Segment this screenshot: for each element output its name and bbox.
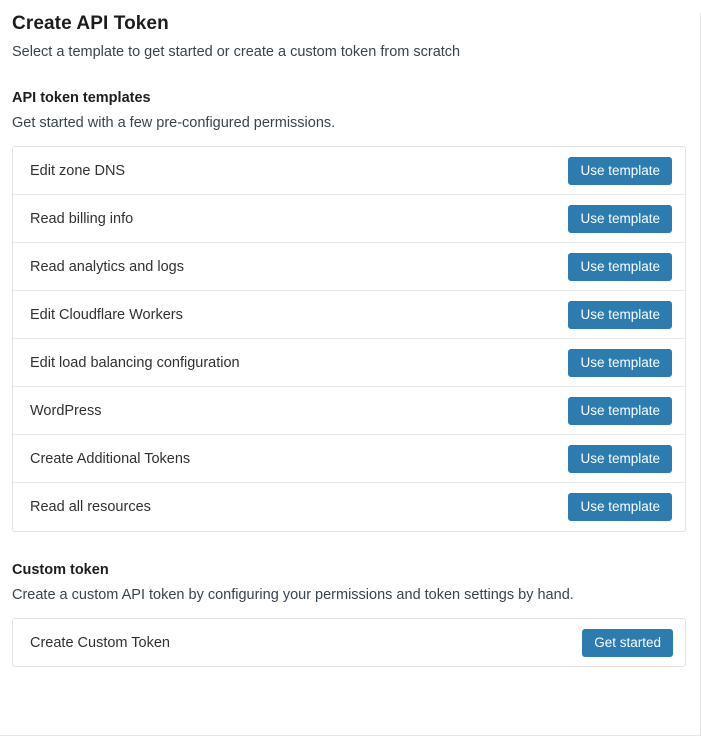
template-name: Read analytics and logs	[30, 258, 184, 275]
list-item[interactable]	[13, 339, 685, 387]
get-started-button[interactable]: Get started	[582, 629, 673, 657]
template-name: Create Additional Tokens	[30, 450, 191, 467]
use-template-button[interactable]: Use template	[568, 349, 672, 377]
custom-token-label: Create Custom Token	[30, 634, 170, 651]
list-item[interactable]	[13, 619, 685, 666]
template-name: Edit zone DNS	[30, 162, 126, 179]
template-name: Read billing info	[30, 210, 134, 227]
use-template-button[interactable]: Use template	[568, 205, 672, 233]
api-token-templates-list	[12, 146, 686, 532]
template-name: WordPress	[30, 402, 102, 419]
list-item[interactable]	[13, 435, 685, 483]
template-name: Edit Cloudflare Workers	[30, 306, 183, 323]
create-api-token-page	[0, 13, 701, 736]
templates-section-description: Get started with a few pre-configured permissions.	[12, 115, 336, 131]
template-name: Edit load balancing configuration	[30, 354, 240, 371]
use-template-button[interactable]: Use template	[568, 301, 672, 329]
list-item[interactable]	[13, 291, 685, 339]
templates-section-title: API token templates	[12, 90, 151, 106]
list-item[interactable]	[13, 195, 685, 243]
use-template-button[interactable]: Use template	[568, 397, 672, 425]
list-item[interactable]	[13, 483, 685, 531]
list-item[interactable]	[13, 147, 685, 195]
page-title: Create API Token	[12, 13, 169, 34]
list-item[interactable]	[13, 387, 685, 435]
use-template-button[interactable]: Use template	[568, 157, 672, 185]
custom-token-section-description: Create a custom API token by configuring your permissions and token settings by hand.	[12, 587, 574, 603]
custom-token-section-title: Custom token	[12, 562, 109, 578]
use-template-button[interactable]: Use template	[568, 493, 672, 521]
use-template-button[interactable]: Use template	[568, 445, 672, 473]
list-item[interactable]	[13, 243, 685, 291]
template-name: Read all resources	[30, 499, 151, 515]
page-subtitle: Select a template to get started or create a custom token from scratch	[12, 44, 461, 60]
use-template-button[interactable]: Use template	[568, 253, 672, 281]
custom-token-card	[12, 618, 686, 667]
